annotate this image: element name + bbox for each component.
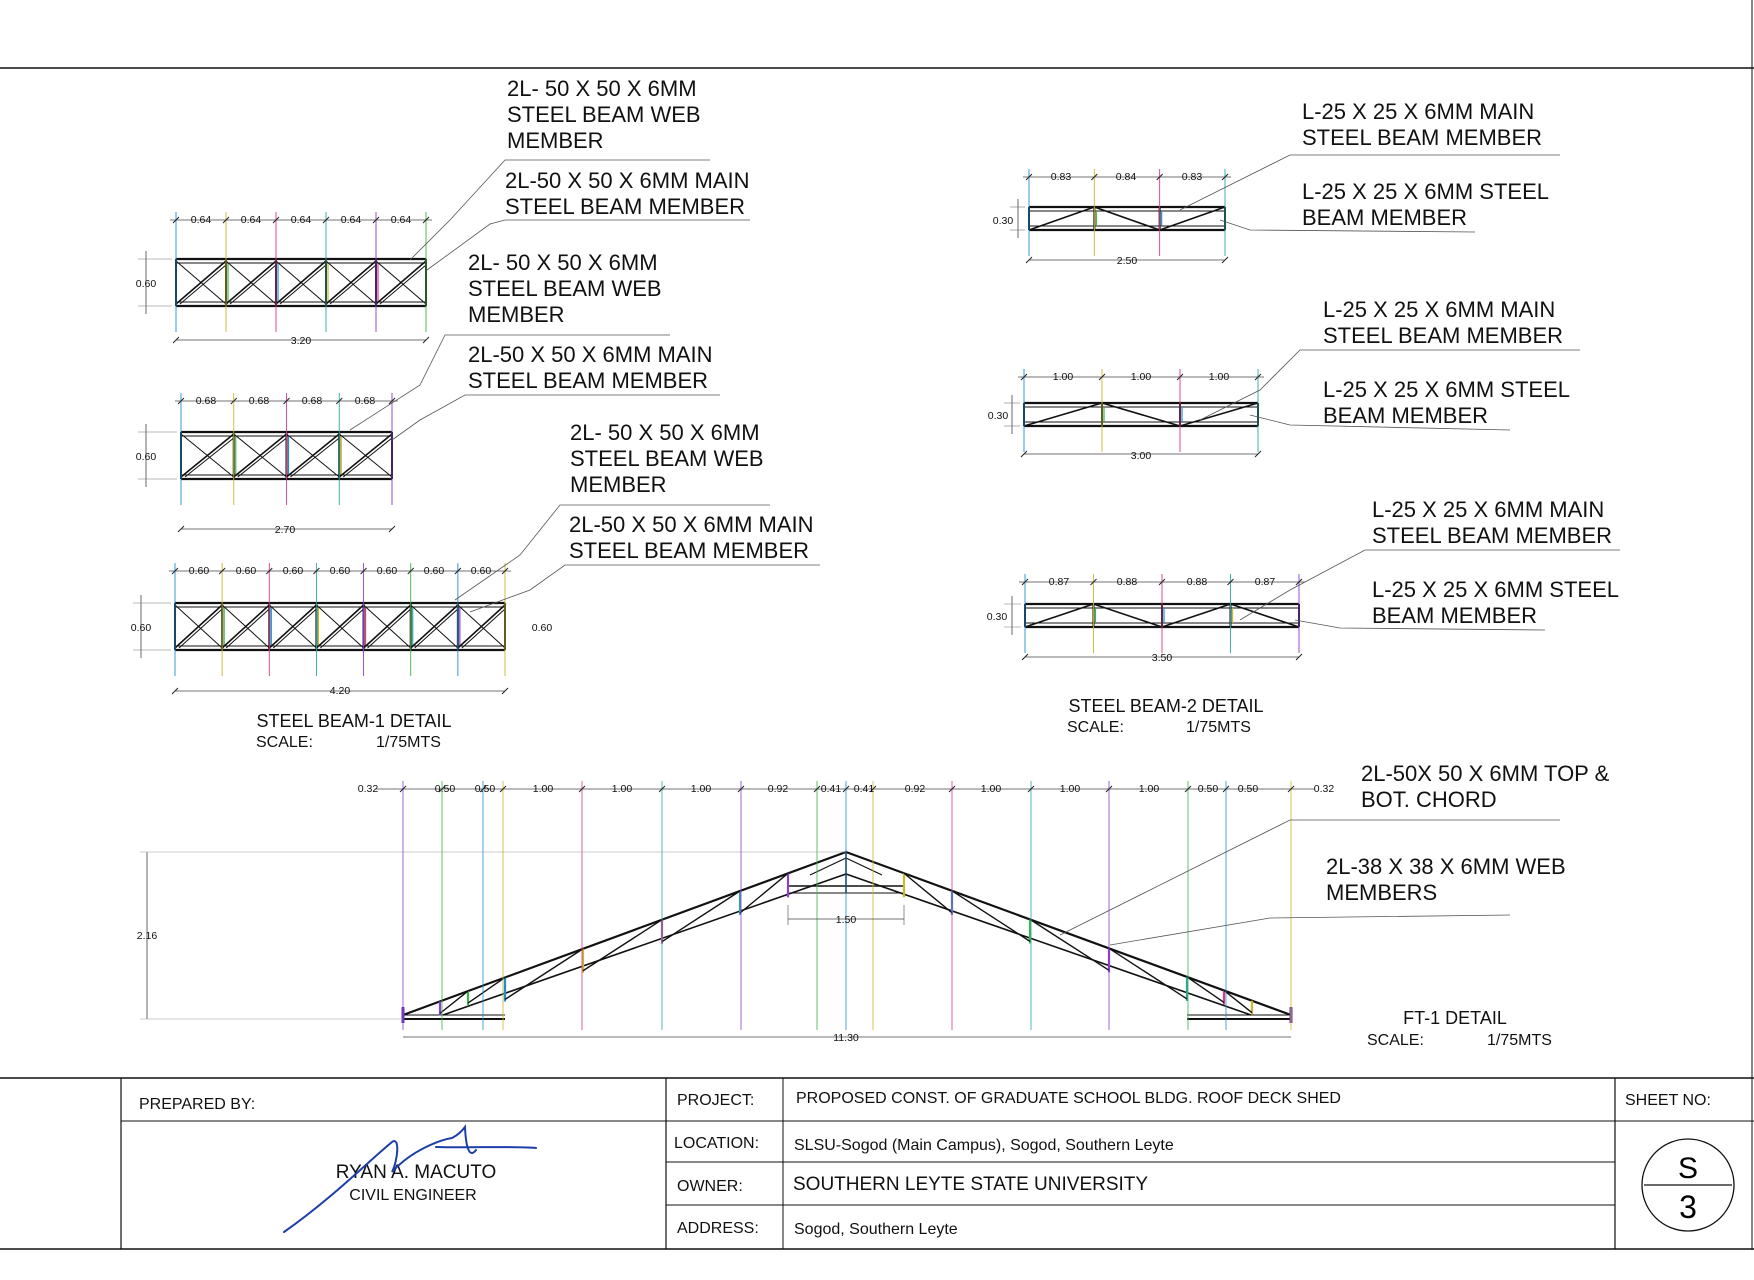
beam-1a-notes: [505, 76, 750, 219]
span-dim: 0.60: [376, 565, 398, 577]
beam-1-scale-label: SCALE:: [256, 734, 313, 751]
note-main-line: STEEL BEAM MEMBER: [1323, 323, 1564, 348]
span-dim: 0.60: [470, 565, 492, 577]
title-block: [0, 1078, 1754, 1249]
note-steel-line: BEAM MEMBER: [1302, 205, 1468, 230]
web-diagonal: [1231, 604, 1300, 627]
web-diagonal: [1094, 604, 1163, 627]
span-dim: 0.88: [1186, 576, 1208, 588]
span-dim: 0.64: [340, 214, 362, 226]
note-web-line: MEMBERS: [1326, 880, 1438, 905]
note-web-line: MEMBER: [468, 302, 565, 327]
address-label: ADDRESS:: [677, 1220, 759, 1237]
note-steel-line: L-25 X 25 X 6MM STEEL: [1372, 577, 1619, 602]
height-dim: 0.60: [135, 451, 157, 463]
beam-1-title: STEEL BEAM-1 DETAIL: [256, 711, 452, 731]
span-dim: 1.00: [1138, 783, 1160, 795]
web-diagonal: [1029, 207, 1094, 230]
note-web-line: 2L-38 X 38 X 6MM WEB: [1326, 854, 1566, 879]
note-web-line: STEEL BEAM WEB: [507, 102, 701, 127]
truss-scale-label: SCALE:: [1367, 1032, 1424, 1049]
total-dim: 2.50: [1116, 255, 1138, 267]
web-diagonal: [1162, 604, 1231, 627]
span-dim: 0.68: [248, 395, 270, 407]
web-diagonal: [1025, 604, 1094, 627]
project-value: PROPOSED CONST. OF GRADUATE SCHOOL BLDG. ROOF DECK SHED: [796, 1090, 1341, 1107]
span-dim: 0.87: [1254, 576, 1276, 588]
total-dim: 3.00: [1130, 450, 1152, 462]
span-dim: 1.00: [690, 783, 712, 795]
total-dim: 4.20: [329, 685, 351, 697]
note-main-line: STEEL BEAM MEMBER: [468, 368, 709, 393]
truss-total-dim: 11.30: [833, 1032, 859, 1044]
note-chord-line: BOT. CHORD: [1361, 787, 1497, 812]
span-dim: 0.50: [434, 783, 456, 795]
span-dim: 0.32: [357, 783, 379, 795]
height-dim-right: 0.60: [531, 622, 553, 634]
truss-drawing: [140, 781, 1560, 1037]
prepared-by-label: PREPARED BY:: [139, 1096, 256, 1113]
span-dim: 0.41: [820, 783, 842, 795]
engineer-title: CIVIL ENGINEER: [349, 1187, 477, 1204]
note-web-line: MEMBER: [507, 128, 604, 153]
steel-beam-2a: [993, 99, 1560, 267]
beam-1b-notes: [468, 250, 713, 393]
span-dim: 0.87: [1048, 576, 1070, 588]
truss-ft-1: [137, 761, 1610, 1049]
beam-2-scale-label: SCALE:: [1067, 719, 1124, 736]
note-main-line: STEEL BEAM MEMBER: [505, 194, 746, 219]
note-steel-line: L-25 X 25 X 6MM STEEL: [1302, 179, 1549, 204]
note-web-line: 2L- 50 X 50 X 6MM: [468, 250, 658, 275]
height-dim: 0.30: [987, 410, 1009, 422]
note-web-line: STEEL BEAM WEB: [570, 446, 764, 471]
beam-2b-drawing: [1004, 350, 1580, 457]
span-dim: 0.64: [290, 214, 312, 226]
truss-height-dim: 2.16: [136, 930, 158, 942]
span-dim: 0.68: [301, 395, 323, 407]
note-main-line: STEEL BEAM MEMBER: [1302, 125, 1543, 150]
note-web-line: 2L- 50 X 50 X 6MM: [570, 420, 760, 445]
top-chord: [403, 852, 1291, 1015]
span-dim: 0.64: [190, 214, 212, 226]
span-dim: 0.83: [1181, 171, 1203, 183]
span-dim: 1.00: [1052, 371, 1074, 383]
note-chord-line: 2L-50X 50 X 6MM TOP &: [1361, 761, 1610, 786]
web-diagonal: [440, 991, 468, 1013]
location-value: SLSU-Sogod (Main Campus), Sogod, Southern Leyte: [794, 1137, 1174, 1154]
note-web-line: MEMBER: [570, 472, 667, 497]
web-diagonal: [1102, 403, 1180, 426]
note-main-line: L-25 X 25 X 6MM MAIN: [1323, 297, 1556, 322]
height-dim: 0.60: [130, 622, 152, 634]
beam-2-title: STEEL BEAM-2 DETAIL: [1068, 696, 1264, 716]
span-dim: 0.50: [1237, 783, 1259, 795]
web-diagonal: [1094, 207, 1159, 230]
note-steel-line: BEAM MEMBER: [1323, 403, 1489, 428]
total-dim: 3.50: [1151, 652, 1173, 664]
truss-scale-value: 1/75MTS: [1487, 1032, 1552, 1049]
span-dim: 0.50: [474, 783, 496, 795]
truss-notes: [1326, 761, 1610, 905]
engineer-name: RYAN A. MACUTO: [335, 1162, 497, 1183]
truss-title: FT-1 DETAIL: [1403, 1008, 1507, 1028]
note-steel-line: L-25 X 25 X 6MM STEEL: [1323, 377, 1570, 402]
height-dim: 0.30: [986, 611, 1008, 623]
note-main-line: STEEL BEAM MEMBER: [569, 538, 810, 563]
span-dim: 0.88: [1116, 576, 1138, 588]
top-chord-inner: [443, 874, 1251, 1015]
span-dim: 1.00: [1208, 371, 1230, 383]
truss-apex-dim: 1.50: [835, 914, 857, 926]
span-dim: 0.32: [1313, 783, 1335, 795]
web-diagonal: [740, 873, 788, 913]
span-dim: 1.00: [1130, 371, 1152, 383]
span-dim: 0.68: [195, 395, 217, 407]
web-diagonal: [1024, 403, 1102, 426]
note-web-line: 2L- 50 X 50 X 6MM: [507, 76, 697, 101]
beam-2-scale-value: 1/75MTS: [1186, 719, 1251, 736]
sheet-letter: S: [1677, 1152, 1699, 1185]
span-dim: 0.60: [282, 565, 304, 577]
leader-line: [470, 565, 820, 612]
web-diagonal: [1160, 207, 1225, 230]
truss-caption: [1367, 1008, 1552, 1049]
web-diagonal: [904, 873, 952, 913]
beam-2a-notes: [1302, 99, 1549, 230]
beam-2c-notes: [1372, 497, 1619, 628]
span-dim: 0.60: [188, 565, 210, 577]
note-main-line: 2L-50 X 50 X 6MM MAIN: [505, 168, 750, 193]
steel-beam-2c: [987, 497, 1620, 664]
span-dim: 0.60: [423, 565, 445, 577]
project-label: PROJECT:: [677, 1092, 755, 1109]
note-main-line: L-25 X 25 X 6MM MAIN: [1372, 497, 1605, 522]
note-main-line: 2L-50 X 50 X 6MM MAIN: [569, 512, 814, 537]
note-main-line: STEEL BEAM MEMBER: [1372, 523, 1613, 548]
span-dim: 0.41: [853, 783, 875, 795]
span-dim: 0.83: [1050, 171, 1072, 183]
span-dim: 0.50: [1197, 783, 1219, 795]
note-main-line: 2L-50 X 50 X 6MM MAIN: [468, 342, 713, 367]
sheet-no-label: SHEET NO:: [1625, 1092, 1711, 1109]
span-dim: 1.00: [532, 783, 554, 795]
height-dim: 0.60: [135, 278, 157, 290]
owner-value: SOUTHERN LEYTE STATE UNIVERSITY: [793, 1174, 1149, 1195]
beam-1c-notes: [569, 420, 814, 563]
span-dim: 0.92: [904, 783, 926, 795]
address-value: Sogod, Southern Leyte: [794, 1221, 958, 1238]
span-dim: 0.64: [390, 214, 412, 226]
span-dim: 0.68: [354, 395, 376, 407]
span-dim: 0.64: [240, 214, 262, 226]
beam-1-scale-value: 1/75MTS: [376, 734, 441, 751]
span-dim: 1.00: [611, 783, 633, 795]
location-label: LOCATION:: [674, 1135, 760, 1152]
sheet-number: 3: [1679, 1189, 1697, 1225]
span-dim: 0.60: [329, 565, 351, 577]
note-web-line: STEEL BEAM WEB: [468, 276, 662, 301]
note-main-line: L-25 X 25 X 6MM MAIN: [1302, 99, 1535, 124]
span-dim: 0.60: [235, 565, 257, 577]
total-dim: 3.20: [290, 335, 312, 347]
beam-2b-notes: [1323, 297, 1570, 428]
steel-beam-1a: [136, 76, 750, 347]
web-diagonal: [1224, 990, 1252, 1012]
note-steel-line: BEAM MEMBER: [1372, 603, 1538, 628]
span-dim: 1.00: [980, 783, 1002, 795]
apex-diagonal: [810, 858, 846, 875]
leader-line: [1110, 915, 1510, 945]
owner-label: OWNER:: [677, 1178, 743, 1195]
web-diagonal: [1180, 403, 1258, 426]
height-dim: 0.30: [992, 215, 1014, 227]
beam-2a-drawing: [1010, 155, 1560, 263]
span-dim: 0.84: [1115, 171, 1137, 183]
span-dim: 1.00: [1059, 783, 1081, 795]
apex-diagonal: [846, 858, 882, 875]
total-dim: 2.70: [274, 524, 296, 536]
span-dim: 0.92: [767, 783, 789, 795]
steel-beam-2b: [988, 297, 1580, 462]
beam-2-caption: [1067, 696, 1264, 736]
beam-1-caption: [256, 711, 452, 751]
